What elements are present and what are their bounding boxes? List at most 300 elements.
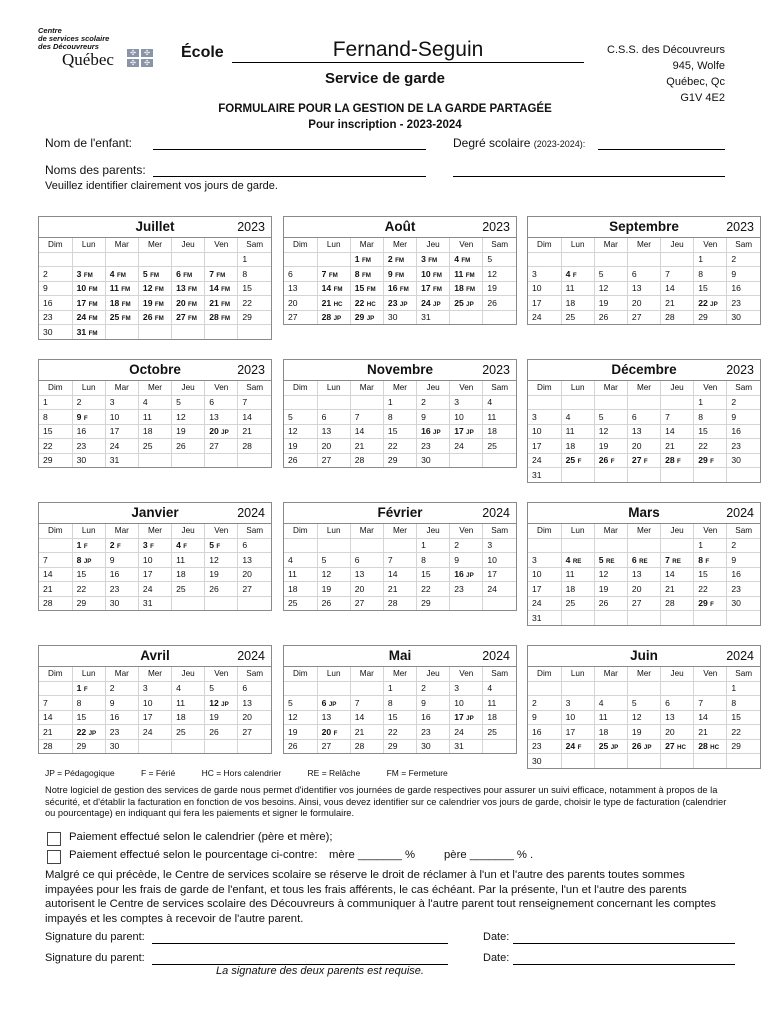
calendar-day[interactable]: 31 xyxy=(417,310,450,324)
calendar-day[interactable]: 6 xyxy=(205,395,238,410)
calendar-day[interactable]: 8 F xyxy=(694,553,727,568)
calendar-day[interactable]: 1 FM xyxy=(350,252,383,267)
calendar-day[interactable]: 21 xyxy=(694,725,727,740)
calendar-day[interactable]: 20 xyxy=(661,725,694,740)
calendar-day[interactable]: 15 xyxy=(383,424,416,439)
calendar-day[interactable]: 30 xyxy=(39,325,72,339)
calendar-day[interactable]: 10 xyxy=(138,553,171,568)
calendar-day[interactable]: 6 xyxy=(627,267,660,282)
calendar-day[interactable]: 31 xyxy=(105,453,138,467)
calendar-day[interactable]: 25 xyxy=(172,725,205,740)
calendar-day[interactable]: 23 xyxy=(727,296,760,311)
calendar-day[interactable]: 7 FM xyxy=(205,267,238,282)
calendar-day[interactable]: 31 FM xyxy=(72,325,105,339)
calendar-day[interactable]: 30 xyxy=(727,453,760,468)
calendar-day[interactable]: 12 xyxy=(594,567,627,582)
calendar-day[interactable]: 2 xyxy=(727,252,760,267)
calendar-day[interactable]: 24 xyxy=(450,439,483,454)
calendar-day[interactable]: 9 xyxy=(417,410,450,425)
calendar-day[interactable]: 30 xyxy=(731,312,741,323)
calendar-day[interactable]: 22 xyxy=(238,296,271,311)
calendar-day[interactable]: 1 xyxy=(417,538,450,553)
calendar-day[interactable]: 1 xyxy=(39,395,72,410)
calendar-day[interactable]: 13 xyxy=(317,710,350,725)
calendar-day[interactable]: 19 xyxy=(594,296,627,311)
calendar-day[interactable]: 13 xyxy=(661,710,694,725)
calendar-day[interactable]: 25 xyxy=(561,310,594,324)
calendar-day[interactable]: 16 xyxy=(417,710,450,725)
calendar-day[interactable]: 19 xyxy=(483,281,516,296)
calendar-day[interactable]: 13 xyxy=(238,696,271,711)
calendar-day[interactable]: 6 xyxy=(238,538,271,553)
calendar-day[interactable]: 9 F xyxy=(72,410,105,425)
calendar-day[interactable]: 24 xyxy=(528,596,561,611)
calendar-day[interactable]: 4 FM xyxy=(105,267,138,282)
calendar-day[interactable]: 14 FM xyxy=(317,281,350,296)
calendar-day[interactable]: 7 xyxy=(350,410,383,425)
calendar-day[interactable]: 11 FM xyxy=(450,267,483,282)
calendar-day[interactable]: 5 xyxy=(172,395,205,410)
calendar-day[interactable]: 27 xyxy=(284,310,317,324)
calendar-day[interactable]: 5 xyxy=(594,410,627,425)
calendar-day[interactable]: 7 xyxy=(350,696,383,711)
calendar-day[interactable]: 1 xyxy=(383,681,416,696)
calendar-day[interactable]: 22 xyxy=(694,439,727,454)
calendar-day[interactable]: 29 xyxy=(383,739,416,753)
calendar-day[interactable]: 16 xyxy=(72,424,105,439)
parent2-name-input[interactable] xyxy=(453,176,725,177)
calendar-day[interactable]: 7 xyxy=(694,696,727,711)
calendar-day[interactable]: 27 F xyxy=(627,453,660,468)
calendar-day[interactable]: 11 xyxy=(483,696,516,711)
calendar-day[interactable]: 19 xyxy=(205,710,238,725)
calendar-day[interactable]: 18 xyxy=(483,710,516,725)
calendar-day[interactable]: 25 xyxy=(483,725,516,740)
calendar-day[interactable]: 16 xyxy=(727,281,760,296)
calendar-day[interactable]: 15 xyxy=(383,710,416,725)
calendar-day[interactable]: 12 xyxy=(284,710,317,725)
calendar-day[interactable]: 10 xyxy=(138,696,171,711)
calendar-day[interactable]: 10 xyxy=(528,281,561,296)
calendar-day[interactable]: 13 FM xyxy=(172,281,205,296)
calendar-day[interactable]: 6 xyxy=(661,696,694,711)
calendar-day[interactable]: 29 xyxy=(383,453,416,467)
calendar-day[interactable]: 24 xyxy=(483,582,516,597)
calendar-day[interactable]: 15 FM xyxy=(350,281,383,296)
calendar-day[interactable]: 17 xyxy=(528,439,561,454)
calendar-day[interactable]: 6 xyxy=(284,267,317,282)
calendar-day[interactable]: 5 RE xyxy=(594,553,627,568)
calendar-day[interactable]: 23 xyxy=(417,725,450,740)
calendar-day[interactable]: 14 FM xyxy=(205,281,238,296)
calendar-day[interactable]: 12 xyxy=(317,567,350,582)
calendar-day[interactable]: 2 FM xyxy=(383,252,416,267)
calendar-day[interactable]: 13 xyxy=(627,281,660,296)
calendar-day[interactable]: 12 xyxy=(594,424,627,439)
calendar-day[interactable]: 24 xyxy=(138,582,171,597)
calendar-day[interactable]: 5 xyxy=(284,410,317,425)
calendar-day[interactable]: 7 RE xyxy=(661,553,694,568)
calendar-day[interactable]: 9 xyxy=(105,696,138,711)
calendar-day[interactable]: 19 xyxy=(317,582,350,597)
calendar-day[interactable]: 1 xyxy=(238,252,271,267)
calendar-day[interactable]: 1 F xyxy=(72,681,105,696)
calendar-day[interactable]: 23 JP xyxy=(383,296,416,311)
calendar-day[interactable]: 22 xyxy=(72,582,105,597)
calendar-day[interactable]: 27 HC xyxy=(661,739,694,754)
calendar-day[interactable]: 8 xyxy=(39,410,72,425)
calendar-day[interactable]: 2 xyxy=(417,681,450,696)
calendar-day[interactable]: 23 xyxy=(417,439,450,454)
calendar-day[interactable]: 11 xyxy=(483,410,516,425)
calendar-day[interactable]: 8 xyxy=(727,696,760,711)
calendar-day[interactable]: 25 xyxy=(172,582,205,597)
calendar-day[interactable]: 26 FM xyxy=(138,310,171,325)
calendar-day[interactable]: 24 xyxy=(450,725,483,740)
calendar-day[interactable]: 22 JP xyxy=(694,296,727,311)
calendar-day[interactable]: 10 FM xyxy=(72,281,105,296)
calendar-day[interactable]: 22 xyxy=(383,725,416,740)
calendar-day[interactable]: 8 xyxy=(694,267,727,282)
calendar-day[interactable]: 5 xyxy=(594,267,627,282)
calendar-day[interactable]: 11 xyxy=(172,553,205,568)
calendar-day[interactable]: 19 FM xyxy=(138,296,171,311)
calendar-day[interactable]: 11 xyxy=(284,567,317,582)
calendar-day[interactable]: 21 xyxy=(39,582,72,597)
calendar-day[interactable]: 29 xyxy=(72,596,105,610)
calendar-day[interactable]: 2 xyxy=(72,395,105,410)
calendar-day[interactable]: 14 xyxy=(661,567,694,582)
calendar-day[interactable]: 6 xyxy=(350,553,383,568)
calendar-day[interactable]: 27 xyxy=(205,439,238,454)
calendar-day[interactable]: 10 xyxy=(561,710,594,725)
calendar-day[interactable]: 28 JP xyxy=(317,310,350,324)
calendar-day[interactable]: 21 xyxy=(238,424,271,439)
calendar-day[interactable]: 16 JP xyxy=(417,424,450,439)
calendar-day[interactable]: 9 xyxy=(727,267,760,282)
calendar-day[interactable]: 20 xyxy=(238,567,271,582)
calendar-day[interactable]: 31 xyxy=(138,596,171,610)
calendar-day[interactable]: 31 xyxy=(528,468,561,482)
calendar-day[interactable]: 1 F xyxy=(72,538,105,553)
calendar-day[interactable]: 17 JP xyxy=(450,424,483,439)
calendar-day[interactable]: 5 xyxy=(317,553,350,568)
calendar-day[interactable]: 10 xyxy=(450,410,483,425)
calendar-day[interactable]: 26 xyxy=(205,582,238,597)
calendar-day[interactable]: 26 xyxy=(172,439,205,454)
calendar-day[interactable]: 25 JP xyxy=(450,296,483,311)
calendar-day[interactable]: 26 xyxy=(483,296,516,311)
calendar-day[interactable]: 27 FM xyxy=(172,310,205,325)
calendar-day[interactable]: 28 xyxy=(238,439,271,454)
calendar-day[interactable]: 1 xyxy=(383,395,416,410)
calendar-day[interactable]: 8 xyxy=(383,696,416,711)
calendar-day[interactable]: 26 JP xyxy=(627,739,660,754)
calendar-day[interactable]: 26 xyxy=(594,310,627,324)
calendar-day[interactable]: 8 JP xyxy=(72,553,105,568)
calendar-day[interactable]: 19 xyxy=(172,424,205,439)
calendar-day[interactable]: 4 xyxy=(483,681,516,696)
calendar-day[interactable]: 9 FM xyxy=(383,267,416,282)
calendar-day[interactable]: 6 xyxy=(627,410,660,425)
calendar-day[interactable]: 7 xyxy=(238,395,271,410)
calendar-day[interactable]: 20 JP xyxy=(205,424,238,439)
calendar-day[interactable]: 13 xyxy=(317,424,350,439)
calendar-day[interactable]: 20 xyxy=(627,296,660,311)
calendar-day[interactable]: 15 xyxy=(727,710,760,725)
calendar-day[interactable]: 2 xyxy=(105,681,138,696)
calendar-day[interactable]: 11 xyxy=(561,567,594,582)
calendar-day[interactable]: 3 F xyxy=(138,538,171,553)
calendar-day[interactable]: 18 FM xyxy=(105,296,138,311)
date-input-1[interactable] xyxy=(513,943,735,944)
calendar-day[interactable]: 23 xyxy=(450,582,483,597)
calendar-day[interactable]: 24 xyxy=(528,310,561,324)
calendar-day[interactable]: 18 xyxy=(561,296,594,311)
calendar-day[interactable]: 23 xyxy=(727,439,760,454)
calendar-day[interactable]: 7 FM xyxy=(317,267,350,282)
calendar-day[interactable]: 30 xyxy=(72,453,105,467)
calendar-day[interactable]: 20 xyxy=(284,296,317,311)
calendar-day[interactable]: 21 xyxy=(383,582,416,597)
calendar-day[interactable]: 27 xyxy=(317,739,350,753)
calendar-day[interactable]: 3 xyxy=(561,696,594,711)
calendar-day[interactable]: 19 xyxy=(594,439,627,454)
calendar-day[interactable]: 13 xyxy=(284,281,317,296)
calendar-day[interactable]: 3 xyxy=(483,538,516,553)
calendar-day[interactable]: 20 xyxy=(350,582,383,597)
calendar-day[interactable]: 3 xyxy=(528,410,561,425)
calendar-day[interactable]: 22 JP xyxy=(72,725,105,740)
calendar-day[interactable]: 9 xyxy=(105,553,138,568)
calendar-day[interactable]: 18 FM xyxy=(450,281,483,296)
calendar-day[interactable]: 22 xyxy=(694,582,727,597)
calendar-day[interactable]: 11 xyxy=(138,410,171,425)
calendar-day[interactable]: 4 F xyxy=(172,538,205,553)
calendar-day[interactable]: 23 xyxy=(39,310,72,325)
calendar-day[interactable]: 29 xyxy=(39,453,72,467)
calendar-day[interactable]: 21 xyxy=(39,725,72,740)
calendar-day[interactable]: 1 xyxy=(727,681,760,696)
child-name-input[interactable] xyxy=(153,149,426,150)
calendar-day[interactable]: 11 xyxy=(561,424,594,439)
calendar-day[interactable]: 3 xyxy=(138,681,171,696)
calendar-day[interactable]: 27 xyxy=(350,596,383,610)
calendar-day[interactable]: 21 xyxy=(661,582,694,597)
calendar-day[interactable]: 13 xyxy=(627,424,660,439)
calendar-day[interactable]: 4 xyxy=(483,395,516,410)
calendar-day[interactable]: 2 xyxy=(727,395,760,410)
calendar-day[interactable]: 31 xyxy=(528,611,561,625)
calendar-day[interactable]: 14 xyxy=(350,424,383,439)
calendar-day[interactable]: 19 xyxy=(594,582,627,597)
calendar-day[interactable]: 16 xyxy=(727,567,760,582)
calendar-day[interactable]: 26 F xyxy=(594,453,627,468)
calendar-day[interactable]: 1 xyxy=(694,252,727,267)
calendar-day[interactable]: 9 xyxy=(450,553,483,568)
calendar-day[interactable]: 18 xyxy=(172,710,205,725)
calendar-day[interactable]: 28 xyxy=(661,310,694,324)
calendar-day[interactable]: 4 xyxy=(284,553,317,568)
calendar-day[interactable]: 7 xyxy=(661,410,694,425)
calendar-day[interactable]: 13 xyxy=(205,410,238,425)
calendar-day[interactable]: 30 xyxy=(528,754,561,768)
calendar-day[interactable]: 3 xyxy=(450,395,483,410)
calendar-day[interactable]: 18 xyxy=(138,424,171,439)
calendar-day[interactable]: 23 xyxy=(528,739,561,754)
ecole-name-field[interactable]: Fernand-Seguin xyxy=(332,38,484,61)
calendar-day[interactable]: 10 xyxy=(105,410,138,425)
calendar-day[interactable]: 30 xyxy=(727,596,760,611)
calendar-day[interactable]: 24 FM xyxy=(72,310,105,325)
calendar-day[interactable]: 8 xyxy=(417,553,450,568)
calendar-day[interactable]: 24 xyxy=(528,453,561,468)
calendar-day[interactable]: 26 xyxy=(205,725,238,740)
calendar-day[interactable]: 12 xyxy=(205,553,238,568)
calendar-day[interactable]: 29 xyxy=(238,310,271,325)
calendar-day[interactable]: 8 xyxy=(383,410,416,425)
calendar-day[interactable]: 18 xyxy=(483,424,516,439)
calendar-day[interactable]: 18 xyxy=(561,582,594,597)
calendar-day[interactable]: 14 xyxy=(661,281,694,296)
calendar-day[interactable]: 14 xyxy=(661,424,694,439)
calendar-day[interactable]: 18 xyxy=(594,725,627,740)
calendar-day[interactable]: 9 xyxy=(39,281,72,296)
calendar-day[interactable]: 20 xyxy=(238,710,271,725)
calendar-day[interactable]: 18 xyxy=(561,439,594,454)
calendar-day[interactable]: 20 xyxy=(627,582,660,597)
calendar-day[interactable]: 25 F xyxy=(561,453,594,468)
calendar-day[interactable]: 19 xyxy=(205,567,238,582)
calendar-day[interactable]: 26 xyxy=(284,739,317,753)
calendar-day[interactable]: 22 HC xyxy=(350,296,383,311)
calendar-day[interactable]: 31 xyxy=(450,739,483,753)
calendar-day[interactable]: 4 RE xyxy=(561,553,594,568)
calendar-day[interactable]: 18 xyxy=(172,567,205,582)
calendar-day[interactable]: 30 xyxy=(383,310,416,324)
calendar-day[interactable]: 27 xyxy=(238,582,271,597)
payment-calendar-checkbox[interactable] xyxy=(47,832,61,846)
calendar-day[interactable]: 27 xyxy=(627,310,660,324)
calendar-day[interactable]: 7 xyxy=(383,553,416,568)
calendar-day[interactable]: 15 xyxy=(694,567,727,582)
calendar-day[interactable]: 17 xyxy=(528,296,561,311)
calendar-day[interactable]: 27 xyxy=(238,725,271,740)
calendar-day[interactable]: 7 xyxy=(39,696,72,711)
calendar-day[interactable]: 6 RE xyxy=(627,553,660,568)
calendar-day[interactable]: 6 xyxy=(317,410,350,425)
calendar-day[interactable]: 17 xyxy=(138,567,171,582)
calendar-day[interactable]: 16 JP xyxy=(450,567,483,582)
pere-percentage-field[interactable]: père _______ % . xyxy=(444,849,534,861)
calendar-day[interactable]: 15 xyxy=(72,710,105,725)
calendar-day[interactable]: 15 xyxy=(694,424,727,439)
calendar-day[interactable]: 20 xyxy=(627,439,660,454)
calendar-day[interactable]: 9 xyxy=(417,696,450,711)
calendar-day[interactable]: 19 xyxy=(284,725,317,740)
calendar-day[interactable]: 1 xyxy=(694,538,727,553)
calendar-day[interactable]: 16 xyxy=(105,567,138,582)
calendar-day[interactable]: 15 xyxy=(72,567,105,582)
calendar-day[interactable]: 29 F xyxy=(694,596,727,611)
calendar-day[interactable]: 25 xyxy=(284,596,317,610)
calendar-day[interactable]: 26 xyxy=(594,596,627,611)
calendar-day[interactable]: 20 xyxy=(317,439,350,454)
calendar-day[interactable]: 12 JP xyxy=(205,696,238,711)
payment-percentage-checkbox[interactable] xyxy=(47,850,61,864)
calendar-day[interactable]: 27 xyxy=(627,596,660,611)
calendar-day[interactable]: 12 xyxy=(483,267,516,282)
calendar-day[interactable]: 28 xyxy=(661,596,694,611)
calendar-day[interactable]: 6 xyxy=(238,681,271,696)
calendar-day[interactable]: 11 xyxy=(594,710,627,725)
calendar-day[interactable]: 1 xyxy=(694,395,727,410)
calendar-day[interactable]: 26 xyxy=(317,596,350,610)
parent1-name-input[interactable] xyxy=(153,176,426,177)
calendar-day[interactable]: 28 xyxy=(383,596,416,610)
calendar-day[interactable]: 4 F xyxy=(561,267,594,282)
calendar-day[interactable]: 9 xyxy=(727,553,760,568)
calendar-day[interactable]: 13 xyxy=(350,567,383,582)
calendar-day[interactable]: 15 xyxy=(694,281,727,296)
calendar-day[interactable]: 4 xyxy=(172,681,205,696)
calendar-day[interactable]: 5 xyxy=(627,696,660,711)
calendar-day[interactable]: 25 xyxy=(138,439,171,454)
calendar-day[interactable]: 27 xyxy=(317,453,350,467)
calendar-day[interactable]: 16 xyxy=(727,424,760,439)
calendar-day[interactable]: 23 xyxy=(72,439,105,454)
calendar-day[interactable]: 14 xyxy=(350,710,383,725)
calendar-day[interactable]: 12 xyxy=(627,710,660,725)
calendar-day[interactable]: 11 xyxy=(172,696,205,711)
calendar-day[interactable]: 24 xyxy=(138,725,171,740)
calendar-day[interactable]: 19 xyxy=(284,439,317,454)
calendar-day[interactable]: 23 xyxy=(105,582,138,597)
calendar-day[interactable]: 24 F xyxy=(561,739,594,754)
calendar-day[interactable]: 23 xyxy=(105,725,138,740)
calendar-day[interactable]: 15 xyxy=(39,424,72,439)
calendar-day[interactable]: 12 xyxy=(284,424,317,439)
calendar-day[interactable]: 22 xyxy=(417,582,450,597)
calendar-day[interactable]: 14 xyxy=(694,710,727,725)
calendar-day[interactable]: 21 xyxy=(350,725,383,740)
calendar-day[interactable]: 2 xyxy=(450,538,483,553)
calendar-day[interactable]: 12 xyxy=(172,410,205,425)
calendar-day[interactable]: 4 xyxy=(138,395,171,410)
calendar-day[interactable]: 25 xyxy=(483,439,516,454)
calendar-day[interactable]: 5 FM xyxy=(138,267,171,282)
calendar-day[interactable]: 10 xyxy=(528,567,561,582)
calendar-day[interactable]: 7 xyxy=(661,267,694,282)
calendar-day[interactable]: 16 FM xyxy=(383,281,416,296)
calendar-day[interactable]: 29 xyxy=(417,596,450,610)
calendar-day[interactable]: 25 JP xyxy=(594,739,627,754)
calendar-day[interactable]: 2 xyxy=(528,696,561,711)
calendar-day[interactable]: 17 JP xyxy=(450,710,483,725)
calendar-day[interactable]: 24 JP xyxy=(417,296,450,311)
calendar-day[interactable]: 14 xyxy=(39,567,72,582)
calendar-day[interactable]: 25 FM xyxy=(105,310,138,325)
calendar-day[interactable]: 21 xyxy=(661,296,694,311)
calendar-day[interactable]: 29 xyxy=(694,310,727,324)
calendar-day[interactable]: 17 FM xyxy=(72,296,105,311)
calendar-day[interactable]: 9 xyxy=(727,410,760,425)
calendar-day[interactable]: 21 HC xyxy=(317,296,350,311)
calendar-day[interactable]: 26 xyxy=(284,453,317,467)
calendar-day[interactable]: 6 JP xyxy=(317,696,350,711)
calendar-day[interactable]: 3 xyxy=(528,267,561,282)
calendar-day[interactable]: 11 xyxy=(561,281,594,296)
